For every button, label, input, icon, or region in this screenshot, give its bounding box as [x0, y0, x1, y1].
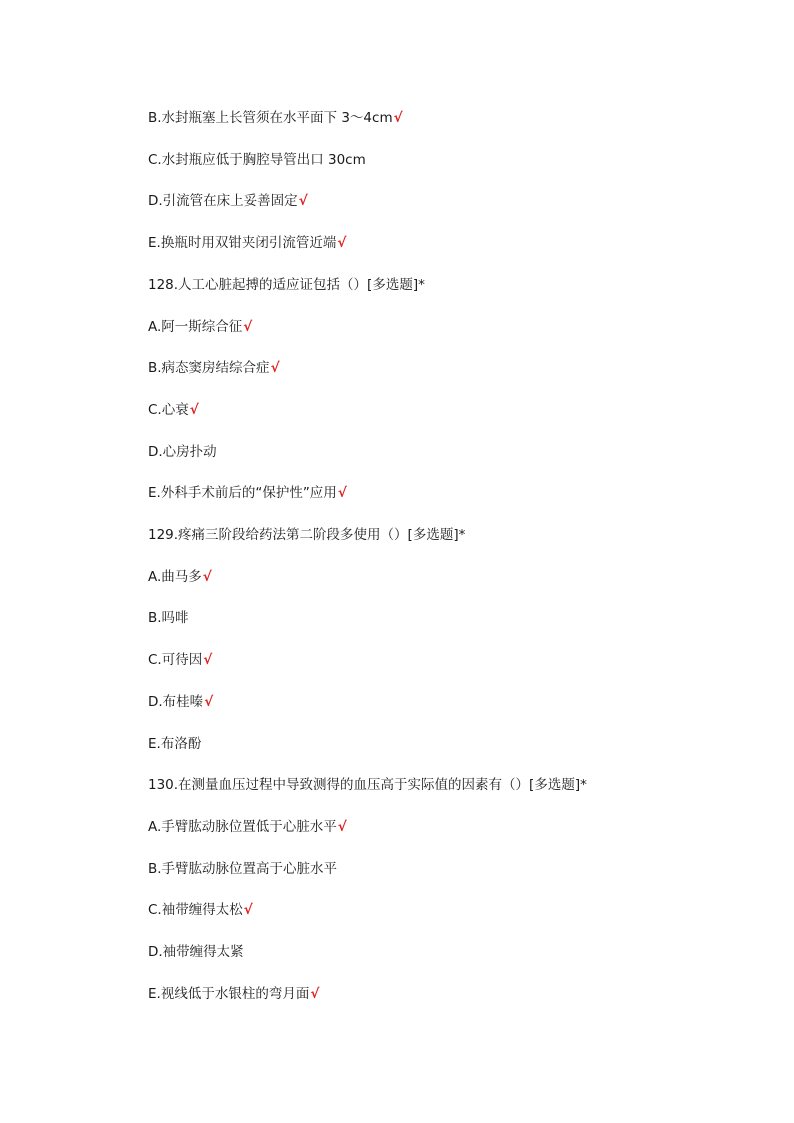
- line-text: B.手臂肱动脉位置高于心脏水平: [148, 860, 338, 877]
- line-text: C.水封瓶应低于胸腔导管出口 30cm: [148, 151, 366, 168]
- document-line: [148, 775, 587, 795]
- document-line: [148, 567, 212, 587]
- line-text: A.曲马多: [148, 568, 202, 585]
- document-line: [148, 984, 319, 1004]
- document-line: [148, 817, 347, 837]
- document-line: [148, 400, 199, 420]
- line-text: C.袖带缠得太松: [148, 902, 243, 919]
- line-text: B.病态窦房结综合症: [148, 360, 270, 377]
- check-mark-icon: √: [393, 110, 403, 126]
- line-text: C.心衰: [148, 401, 189, 418]
- check-mark-icon: √: [243, 318, 253, 335]
- check-mark-icon: √: [337, 818, 347, 835]
- check-mark-icon: √: [204, 693, 214, 710]
- line-text: E.外科手术前后的“保护性”应用: [148, 485, 337, 502]
- document-line: [148, 650, 212, 670]
- check-mark-icon: √: [337, 485, 347, 502]
- line-text: C.可待因: [148, 652, 203, 669]
- line-text: E.换瓶时用双钳夹闭引流管近端: [148, 235, 337, 252]
- document-line: [148, 191, 308, 211]
- document-line: [148, 108, 403, 128]
- document-line: [148, 859, 337, 879]
- check-mark-icon: √: [298, 193, 308, 210]
- document-line: [148, 275, 425, 295]
- line-text: A.阿一斯综合征: [148, 318, 243, 335]
- line-text: D.引流管在床上妥善固定: [148, 193, 298, 210]
- check-mark-icon: √: [189, 401, 199, 418]
- document-line: [148, 608, 189, 628]
- line-text: 129.疼痛三阶段给药法第二阶段多使用（）[多选题]*: [148, 527, 466, 543]
- line-text: 130.在测量血压过程中导致测得的血压高于实际值的因素有（）[多选题]*: [148, 777, 587, 794]
- line-text: B.水封瓶塞上长管须在水平面下 3～4cm: [148, 110, 393, 126]
- document-line: [148, 317, 252, 337]
- document-line: [148, 442, 217, 462]
- document-line: [148, 734, 201, 754]
- line-text: E.视线低于水银柱的弯月面: [148, 985, 310, 1002]
- line-text: A.手臂肱动脉位置低于心脏水平: [148, 818, 337, 835]
- document-line: [148, 150, 366, 170]
- document-line: [148, 358, 280, 378]
- line-text: E.布洛酚: [148, 735, 202, 752]
- document-line: [148, 483, 347, 503]
- document-line: [148, 942, 244, 962]
- check-mark-icon: √: [310, 985, 320, 1002]
- document-line: [148, 233, 346, 253]
- line-text: B.吗啡: [148, 610, 189, 627]
- check-mark-icon: √: [202, 568, 212, 585]
- line-text: D.袖带缠得太紧: [148, 944, 244, 960]
- document-line: [148, 692, 213, 712]
- line-text: D.布桂嗪: [148, 693, 204, 710]
- document-line: [148, 900, 253, 920]
- check-mark-icon: √: [337, 235, 347, 252]
- document-line: [148, 525, 465, 545]
- line-text: 128.人工心脏起搏的适应证包括（）[多选题]*: [148, 276, 425, 293]
- line-text: D.心房扑动: [148, 443, 217, 460]
- check-mark-icon: √: [270, 360, 280, 377]
- check-mark-icon: √: [243, 902, 253, 919]
- check-mark-icon: √: [203, 652, 213, 669]
